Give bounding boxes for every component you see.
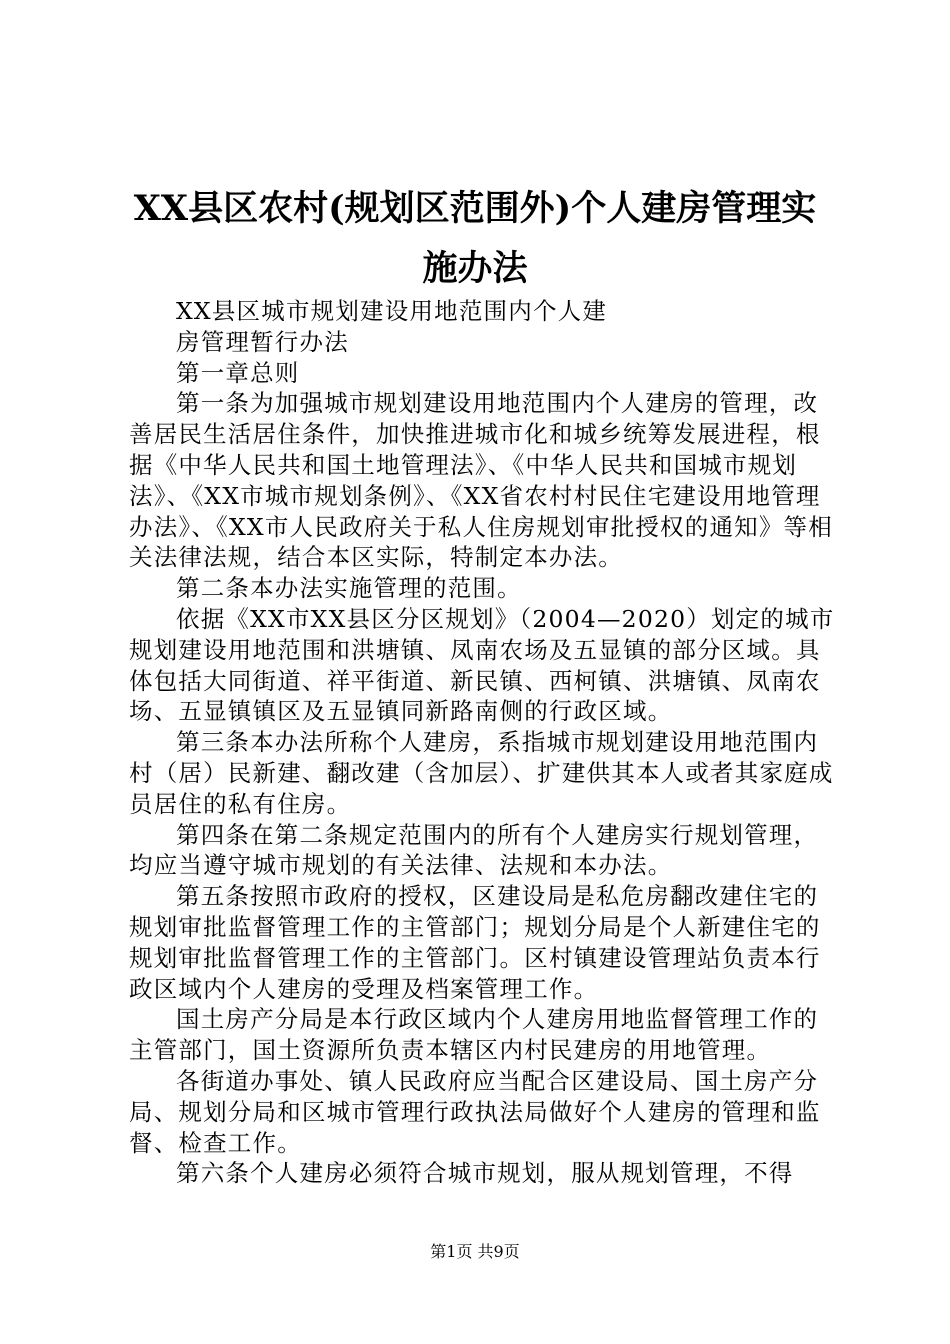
paragraph: 第一条为加强城市规划建设用地范围内个人建房的管理，改善居民生活居住条件，加快推进城市化和城乡统筹发展进程，根据《中华人民共和国土地管理法》、《中华人民共和国城市规划法》、《XX市城市规划条例》、《XX省农村村民住宅建设用地管理办法》、《XX市人民政府关于私人住房规划审批授权的通知》等相关法律法规，结合本区实际，特制定本办法。 bbox=[129, 389, 833, 572]
paragraph: 第一章总则 bbox=[176, 358, 300, 387]
paragraph: XX县区城市规划建设用地范围内个人建 bbox=[176, 297, 608, 325]
paragraph: 第四条在第二条规定范围内的所有个人建房实行规划管理，均应当遵守城市规划的有关法律、法规和本办法。 bbox=[129, 820, 819, 880]
document-title-line-1: XX县区农村(规划区范围外)个人建房管理实 bbox=[133, 188, 817, 229]
document-body bbox=[129, 296, 839, 1189]
page-footer: 第1页 共9页 bbox=[430, 1242, 520, 1261]
paragraph: 第五条按照市政府的授权，区建设局是私危房翻改建住宅的规划审批监督管理工作的主管部门；规划分局是个人新建住宅的规划审批监督管理工作的主管部门。区村镇建设管理站负责本行政区域内个人建房的受理及档案管理工作。 bbox=[129, 882, 821, 1003]
paragraph: 第三条本办法所称个人建房，系指城市规划建设用地范围内村（居）民新建、翻改建（含加层）、扩建供其本人或者其家庭成员居住的私有住房。 bbox=[129, 728, 834, 818]
paragraph: 国土房产分局是本行政区域内个人建房用地监督管理工作的主管部门，国土资源所负责本辖区内村民建房的用地管理。 bbox=[129, 1005, 819, 1065]
paragraph: 依据《XX市XX县区分区规划》（2004—2020）划定的城市规划建设用地范围和洪塘镇、凤南农场及五显镇的部分区域。具体包括大同街道、祥平街道、新民镇、西柯镇、洪塘镇、凤南农场、五显镇镇区及五显镇同新路南侧的行政区域。 bbox=[129, 604, 835, 726]
paragraph: 第六条个人建房必须符合城市规划，服从规划管理，不得 bbox=[176, 1159, 794, 1188]
paragraph: 第二条本办法实施管理的范围。 bbox=[176, 574, 522, 603]
paragraph: 各街道办事处、镇人民政府应当配合区建设局、国土房产分局、规划分局和区城市管理行政执法局做好个人建房的管理和监督、检查工作。 bbox=[129, 1066, 821, 1157]
document-title-line-2: 施办法 bbox=[422, 248, 528, 289]
paragraph: 房管理暂行办法 bbox=[176, 327, 349, 356]
